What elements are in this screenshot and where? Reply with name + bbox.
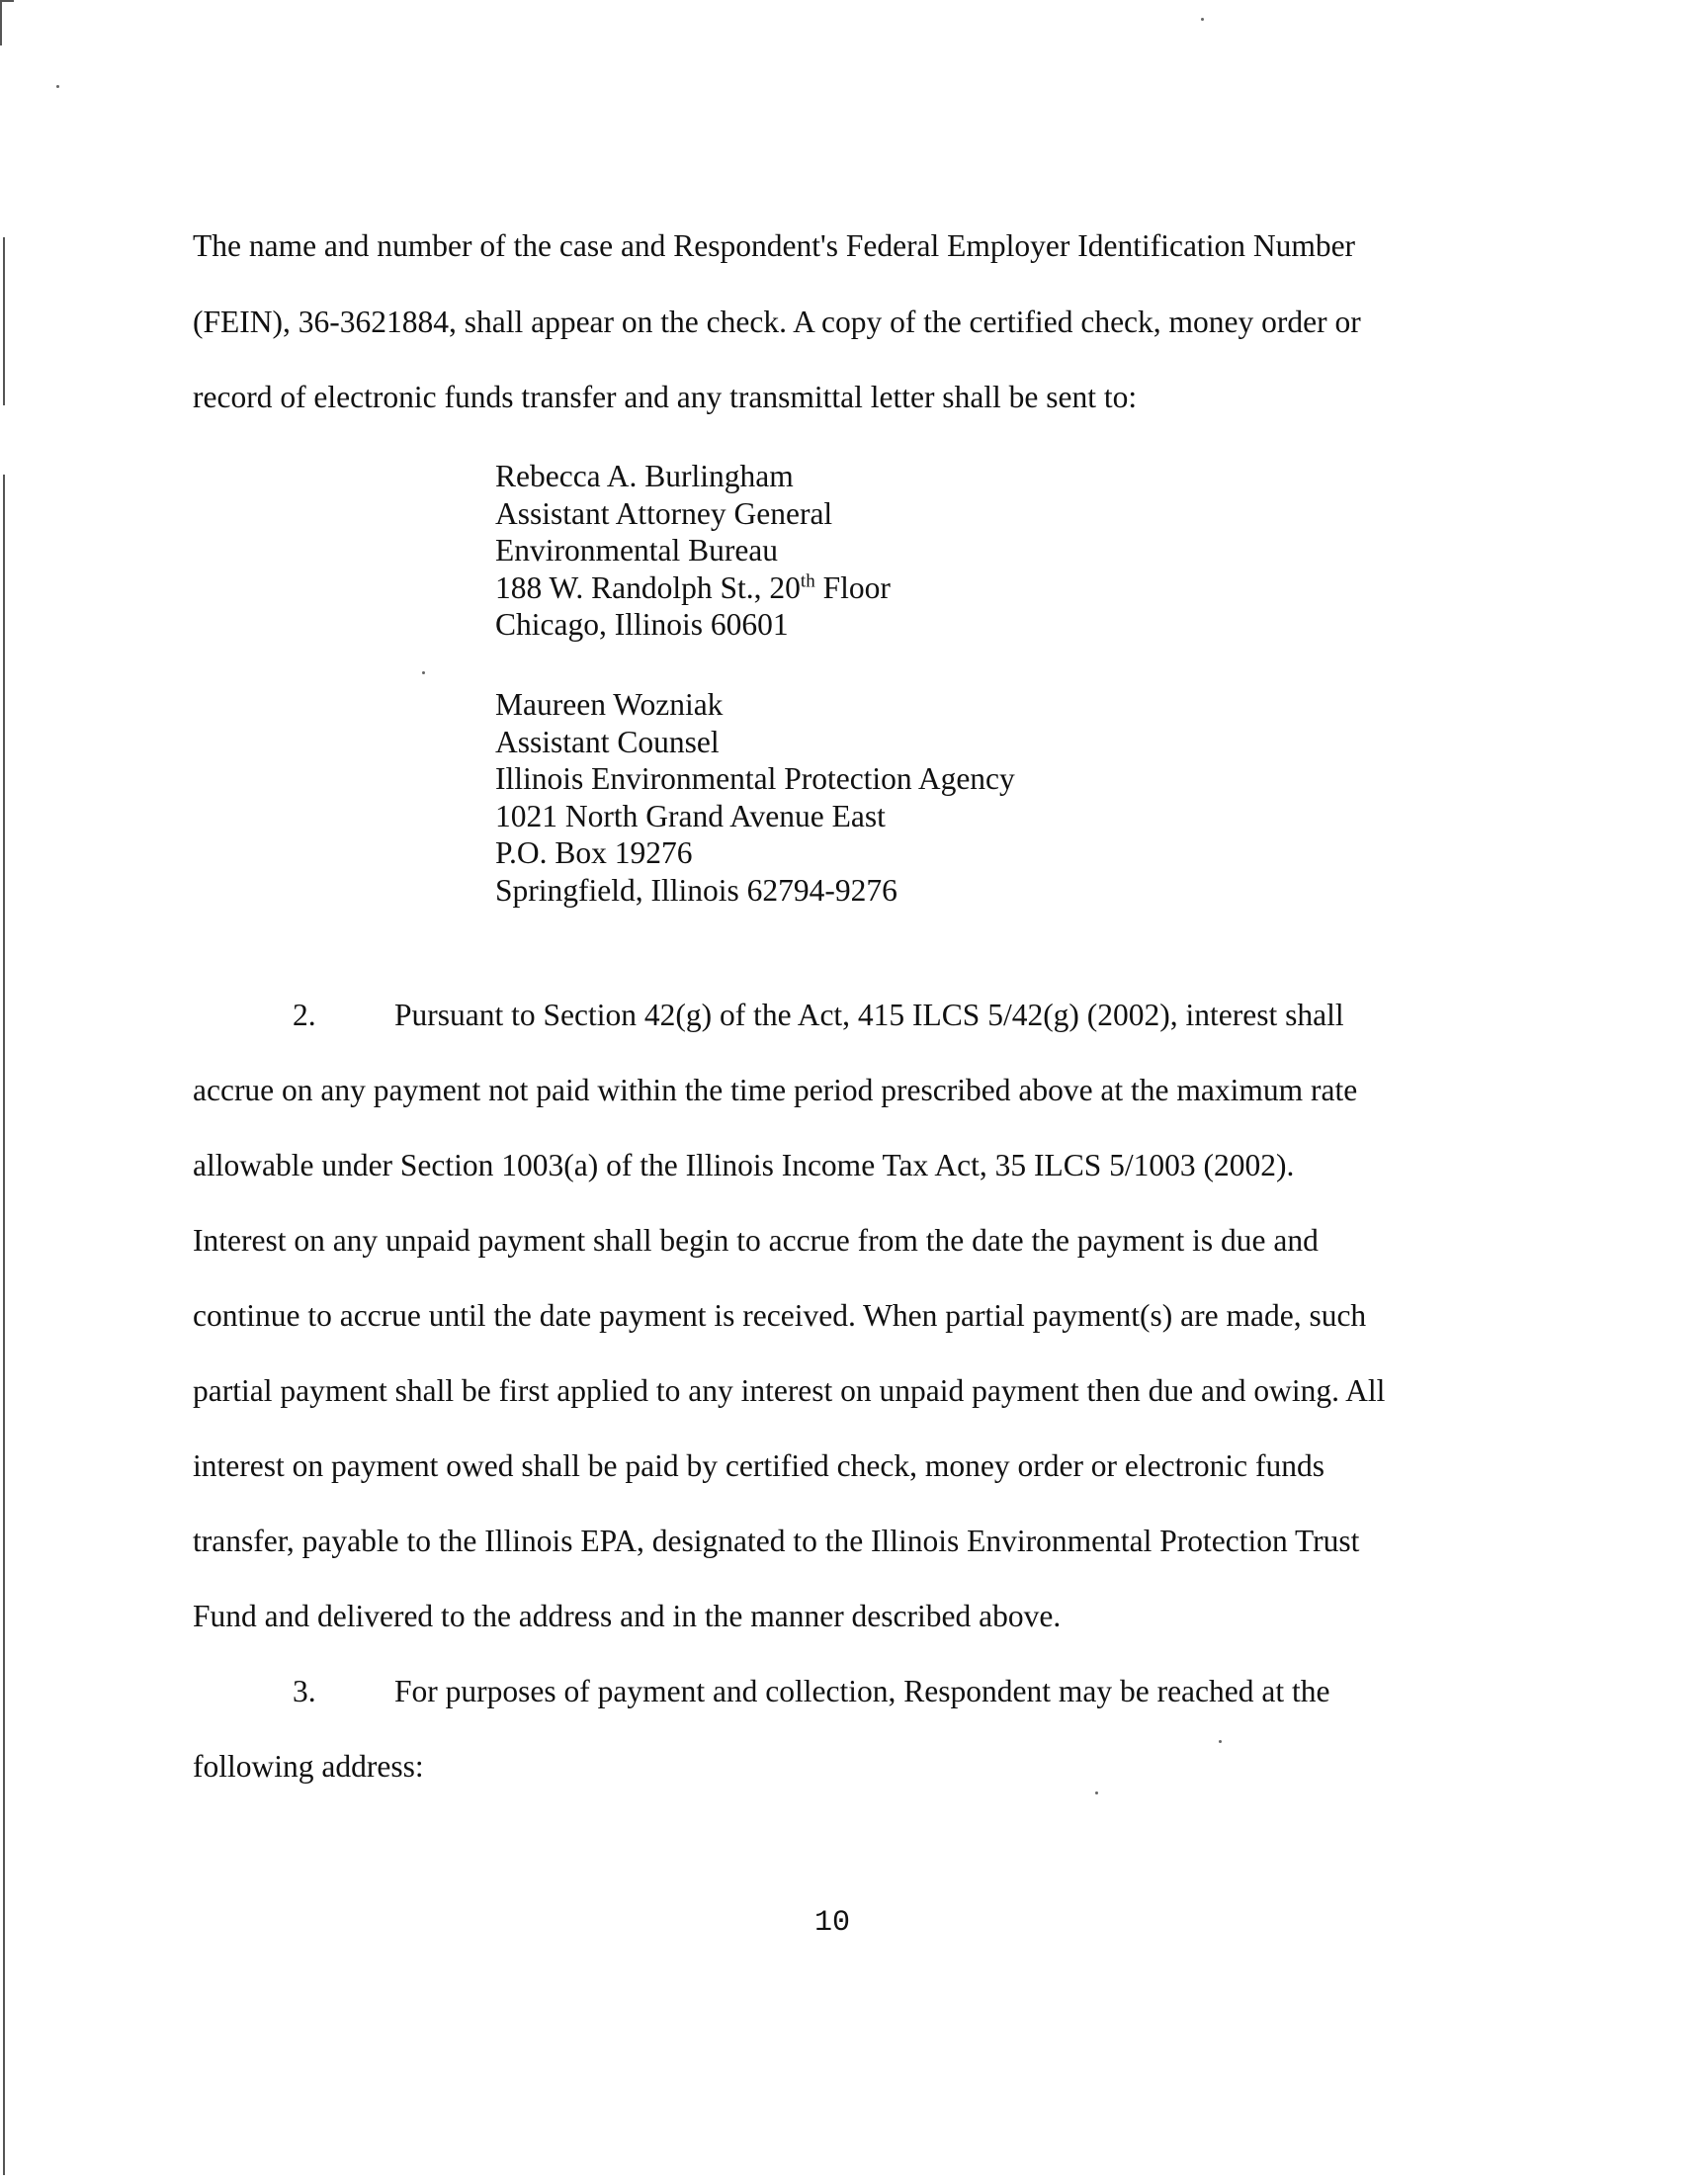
page-number: 10 <box>814 1906 851 1940</box>
address-1-city: Chicago, Illinois 60601 <box>495 607 789 642</box>
address-2-title: Assistant Counsel <box>495 724 720 759</box>
address-block-epa <box>495 686 1015 909</box>
scan-speck <box>1201 18 1204 21</box>
address-2-name: Maureen Wozniak <box>495 687 724 722</box>
address-2-box: P.O. Box 19276 <box>495 835 693 870</box>
scan-edge-left-1 <box>3 237 5 405</box>
paragraph-2-line: allowable under Section 1003(a) of the Illinois Income Tax Act, 35 ILCS 5/1003 (2002). <box>193 1148 1295 1182</box>
address-1-street: 188 W. Randolph St., 20th Floor <box>495 569 891 605</box>
paragraph-2-first-line: Pursuant to Section 42(g) of the Act, 415 ILCS 5/42(g) (2002), interest shall <box>394 998 1344 1032</box>
paragraph-2-line: partial payment shall be first applied to any interest on unpaid payment then due and owing. All <box>193 1373 1386 1408</box>
scan-edge-top <box>0 0 2 45</box>
ordinal-superscript: th <box>800 570 815 591</box>
paragraph-2-line: Interest on any unpaid payment shall begin to accrue from the date the payment is due and <box>193 1223 1319 1258</box>
scan-speck <box>422 671 425 674</box>
paragraph-3-number: 3. <box>293 1674 316 1708</box>
address-2-office: Illinois Environmental Protection Agency <box>495 761 1015 796</box>
paragraph-2-number: 2. <box>293 998 316 1032</box>
paragraph-2-line: accrue on any payment not paid within the time period prescribed above at the maximum rate <box>193 1073 1358 1107</box>
address-block-attorney-general <box>495 458 891 644</box>
paragraph-2-line: transfer, payable to the Illinois EPA, designated to the Illinois Environmental Protection Trust <box>193 1524 1360 1558</box>
address-1-title: Assistant Attorney General <box>495 495 833 531</box>
intro-line-3: record of electronic funds transfer and any transmittal letter shall be sent to: <box>193 380 1138 414</box>
address-2-street: 1021 North Grand Avenue East <box>495 798 886 833</box>
address-1-name: Rebecca A. Burlingham <box>495 459 794 493</box>
scan-speck <box>56 85 59 88</box>
intro-line-2: (FEIN), 36-3621884, shall appear on the check. A copy of the certified check, money order or <box>193 305 1361 339</box>
scan-speck <box>1095 1791 1098 1794</box>
address-1-office: Environmental Bureau <box>495 533 779 568</box>
paragraph-2-line: interest on payment owed shall be paid by certified check, money order or electronic funds <box>193 1448 1324 1483</box>
paragraph-2-line: Fund and delivered to the address and in the manner described above. <box>193 1599 1062 1633</box>
intro-line-1: The name and number of the case and Respondent's Federal Employer Identification Number <box>193 228 1356 263</box>
scan-edge-left-2 <box>3 475 5 2175</box>
scan-edge-top-tick <box>0 0 14 2</box>
paragraph-3-first-line: For purposes of payment and collection, Respondent may be reached at the <box>394 1674 1330 1708</box>
address-2-city: Springfield, Illinois 62794-9276 <box>495 872 897 908</box>
scan-speck <box>1219 1740 1222 1743</box>
paragraph-2-line: continue to accrue until the date payment is received. When partial payment(s) are made, such <box>193 1298 1367 1333</box>
paragraph-3-line: following address: <box>193 1749 424 1784</box>
